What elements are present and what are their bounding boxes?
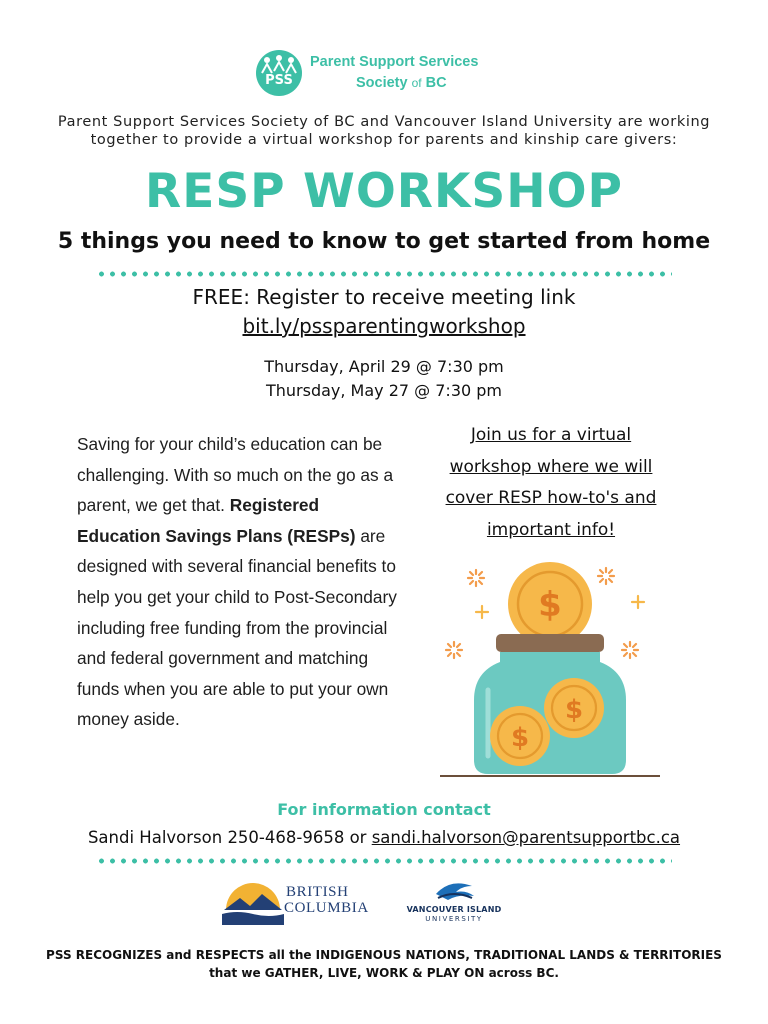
svg-text:$: $ — [510, 723, 530, 753]
contact-line: Sandi Halvorson 250-468-9658 or sandi.halvorson@parentsupportbc.ca — [87, 828, 681, 847]
date-item: Thursday, May 27 @ 7:30 pm — [265, 381, 503, 400]
page-title: RESP WORKSHOP — [145, 164, 623, 219]
contact-email-link[interactable]: sandi.halvorson@parentsupportbc.ca — [371, 828, 681, 847]
viu-whale-icon — [398, 876, 510, 904]
british-columbia-logo — [222, 880, 382, 925]
register-text: FREE: Register to receive meeting link — [192, 285, 576, 309]
bc-logo-line2: COLUMBIA — [284, 900, 369, 916]
dotted-divider — [96, 271, 672, 277]
date-item: Thursday, April 29 @ 7:30 pm — [264, 357, 504, 376]
svg-text:$: $ — [564, 695, 584, 725]
body-bold-text: Registered Education Savings Plans (RESPs) — [77, 495, 356, 546]
land-acknowledgement-line1: PSS RECOGNIZES and RESPECTS all the INDIGENOUS NATIONS, TRADITIONAL LANDS & TERRITORIES — [46, 948, 722, 962]
subtitle: 5 things you need to know to get started from home — [57, 229, 711, 254]
pss-logo-mark: PSS — [265, 73, 293, 88]
land-acknowledgement-line2: that we GATHER, LIVE, WORK & PLAY ON across BC. — [209, 966, 559, 980]
contact-label: For information contact — [277, 800, 491, 819]
viu-logo — [398, 876, 510, 926]
bc-logo-line1: BRITISH — [286, 884, 349, 900]
org-name-line1: Parent Support Services — [310, 54, 479, 70]
dotted-divider — [96, 858, 672, 864]
org-name-line2: Society of BC — [356, 75, 447, 91]
register-link[interactable]: bit.ly/pssparentingworkshop — [242, 314, 526, 338]
svg-text:$: $ — [538, 585, 562, 625]
intro-text: Parent Support Services Society of BC and Vancouver Island University are working together to provide a virtual workshop for parents and kinship care givers: — [57, 114, 711, 148]
viu-logo-line1: VANCOUVER ISLAND — [406, 905, 502, 914]
bc-sun-icon — [222, 880, 284, 925]
callout-text: Join us for a virtual workshop where we will cover RESP how-to's and important info! — [445, 425, 657, 540]
body-paragraph: Saving for your child’s education can be challenging. With so much on the go as a parent, we get that. Registered Education Savings Plans (RESPs) are designed with several financial benefits to help you get your child to Post-Secondary including free funding from the provincial and federal government and matching funds when you are able to put your own money aside. — [77, 434, 397, 730]
viu-logo-line2: UNIVERSITY — [425, 915, 483, 923]
money-jar-icon — [430, 560, 670, 785]
pss-logo — [256, 50, 496, 96]
